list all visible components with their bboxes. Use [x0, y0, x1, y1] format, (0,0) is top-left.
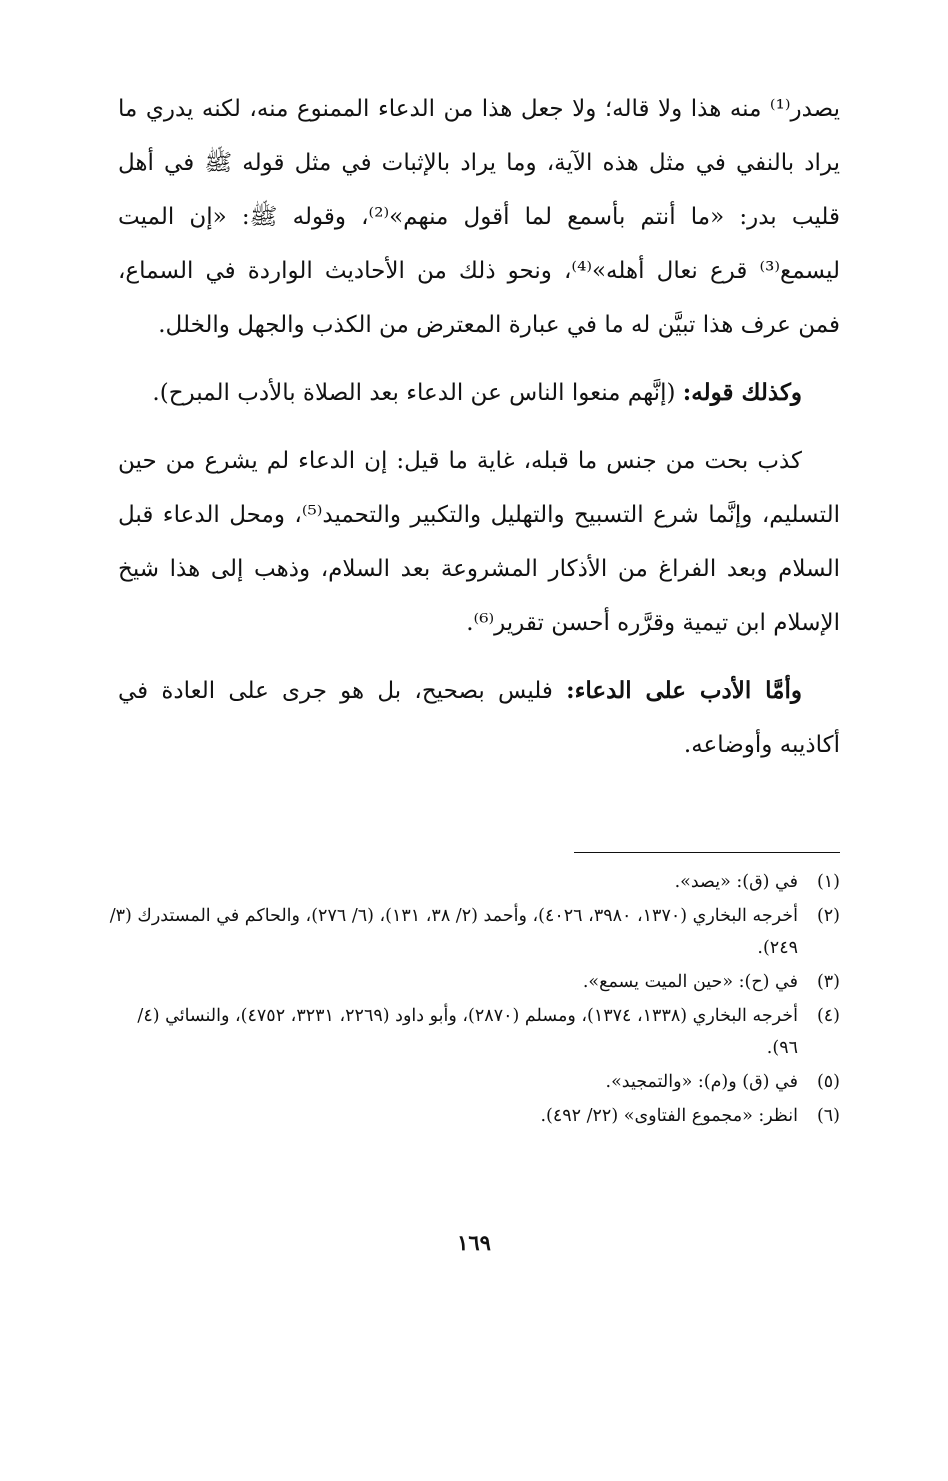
main-text [118, 82, 840, 772]
paragraph-2-text: (إنَّهم منعوا الناس عن الدعاء بعد الصلاة بالأدب المبرح). [152, 380, 683, 406]
paragraph-3-text: كذب بحت من جنس ما قبله، غاية ما قيل: إن الدعاء لم يشرع من حين التسليم، وإنَّما شرع التسبيح والتهليل والتكبير والتحميد⁽⁵⁾، ومحل الدعاء قبل السلام وبعد الفراغ من الأذكار المشروعة بعد السلام، وذهب إلى هذا شيخ الإسلام ابن تيمية وقرَّره أحسن تقرير⁽⁶⁾. [118, 448, 840, 636]
footnote-5 [108, 1066, 840, 1098]
footnote-4 [108, 1000, 840, 1064]
footnote-5-text: في (ق) و(م): «والتمجيد». [605, 1072, 798, 1092]
footnote-1-text: في (ق): «يصد». [674, 872, 798, 892]
footnote-divider [574, 852, 840, 853]
footnote-4-text: أخرجه البخاري (١٣٣٨، ١٣٧٤)، ومسلم (٢٨٧٠)، وأبو داود (٢٢٦٩، ٣٢٣١، ٤٧٥٢)، والنسائي (٤/ ٩٦). [137, 1006, 798, 1058]
footnotes [108, 866, 840, 1134]
paragraph-3 [118, 434, 840, 650]
footnote-3-number: (٣) [816, 972, 840, 992]
paragraph-4 [118, 664, 840, 772]
footnote-6 [108, 1100, 840, 1132]
footnote-2 [108, 900, 840, 964]
footnote-6-text: انظر: «مجموع الفتاوى» (٢٢/ ٤٩٢). [540, 1106, 798, 1126]
paragraph-4-lead: وأمَّا الأدب على الدعاء: [566, 677, 803, 704]
paragraph-1-text: يصدر⁽¹⁾ منه هذا ولا قاله؛ ولا جعل هذا من الدعاء الممنوع منه، لكنه يدري ما يراد بالنفي في مثل هذه الآية، وما يراد بالإثبات في مثل قوله ﷺ في أهل قليب بدر: «ما أنتم بأسمع لما أقول منهم»⁽²⁾، وقوله ﷺ: «إن الميت ليسمع⁽³⁾ قرع نعال أهله»⁽⁴⁾، ونحو ذلك من الأحاديث الواردة في السماع، فمن عرف هذا تبيَّن له ما في عبارة المعترض من الكذب والجهل والخلل. [118, 96, 840, 338]
footnote-3 [108, 966, 840, 998]
footnote-2-number: (٢) [816, 906, 840, 926]
footnote-5-number: (٥) [816, 1072, 840, 1092]
paragraph-1 [118, 82, 840, 352]
footnote-2-text: أخرجه البخاري (١٣٧٠، ٣٩٨٠، ٤٠٢٦)، وأحمد (٢/ ٣٨، ١٣١)، (٦/ ٢٧٦)، والحاكم في المستدرك (٣/ ٢٤٩). [109, 906, 798, 958]
paragraph-2-lead: وكذلك قوله: [682, 379, 802, 406]
page-number: ١٦٩ [457, 1230, 491, 1255]
footnote-3-text: في (ح): «حين الميت يسمع». [582, 972, 798, 992]
footnote-1 [108, 866, 840, 898]
footnote-4-number: (٤) [816, 1006, 840, 1026]
paragraph-2 [118, 366, 840, 420]
footnote-1-number: (١) [816, 872, 840, 892]
paragraph-4-text: فليس بصحيح، بل هو جرى على العادة في أكاذيبه وأوضاعه. [118, 678, 840, 758]
footnote-6-number: (٦) [816, 1106, 840, 1126]
